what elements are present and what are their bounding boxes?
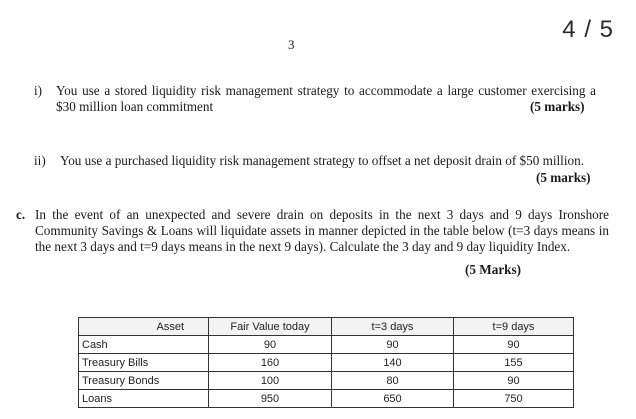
table-row <box>79 372 574 390</box>
question-text: You use a stored liquidity risk management strategy to accommodate a large customer exercising a $30 million loan commitment <box>56 83 596 114</box>
table-row <box>79 390 574 408</box>
table-header-row <box>79 318 574 336</box>
cell-t3: 140 <box>332 354 454 372</box>
cell-asset: Cash <box>79 336 209 354</box>
table-row <box>79 354 574 372</box>
cell-asset: Loans <box>79 390 209 408</box>
cell-t9: 155 <box>454 354 574 372</box>
cell-t3: 80 <box>332 372 454 390</box>
page-number: 3 <box>288 37 295 52</box>
cell-t3: 650 <box>332 390 454 408</box>
page-counter: 4 / 5 <box>562 16 614 43</box>
cell-asset: Treasury Bills <box>79 354 209 372</box>
question-text: You use a purchased liquidity risk management strategy to offset a net deposit drain of $50 million. <box>60 153 584 168</box>
question-c <box>16 207 609 277</box>
question-marks: (5 marks) <box>530 99 585 114</box>
question-ii <box>34 153 604 187</box>
question-marker: ii) <box>34 153 46 168</box>
question-marker: c. <box>16 207 26 222</box>
header-fair-value: Fair Value today <box>209 318 332 336</box>
cell-t9: 750 <box>454 390 574 408</box>
question-i <box>34 83 604 117</box>
question-marks: (5 Marks) <box>465 262 522 277</box>
header-asset: Asset <box>79 318 209 336</box>
liquidation-table <box>78 317 574 408</box>
cell-fair-value: 950 <box>209 390 332 408</box>
question-marker: i) <box>34 83 43 98</box>
cell-fair-value: 100 <box>209 372 332 390</box>
cell-t9: 90 <box>454 372 574 390</box>
cell-asset: Treasury Bonds <box>79 372 209 390</box>
cell-t9: 90 <box>454 336 574 354</box>
cell-fair-value: 90 <box>209 336 332 354</box>
header-t3: t=3 days <box>332 318 454 336</box>
question-text: In the event of an unexpected and severe drain on deposits in the next 3 days and 9 days Ironshore Community Savings & Loans will liquidate assets in manner depicted in the table below (t=3 days means in the next 3 days and t=9 days means in the next 9 days). Calculate the 3 day and 9 day liquidity Index. <box>35 207 609 254</box>
header-t9: t=9 days <box>454 318 574 336</box>
table-row <box>79 336 574 354</box>
question-marks: (5 marks) <box>536 170 591 185</box>
cell-fair-value: 160 <box>209 354 332 372</box>
cell-t3: 90 <box>332 336 454 354</box>
